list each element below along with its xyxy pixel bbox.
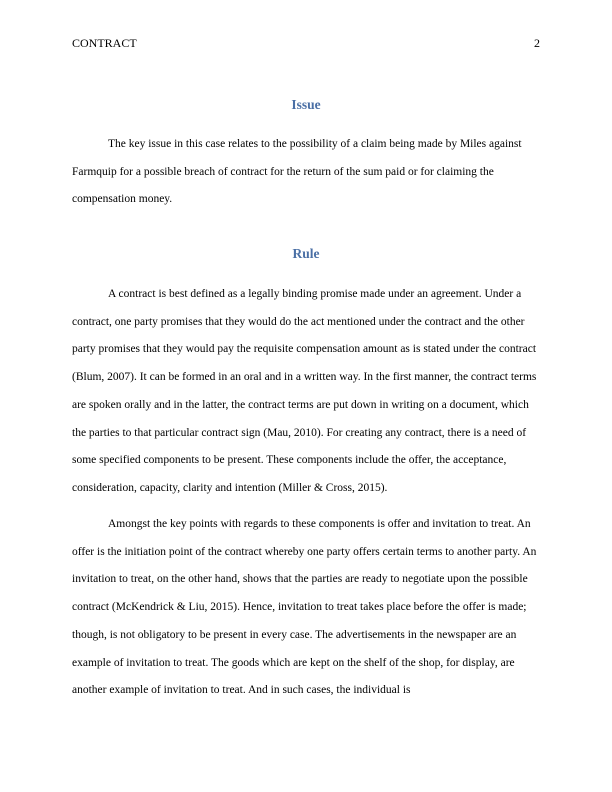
rule-heading: Rule (292, 246, 320, 261)
page-number: 2 (534, 36, 540, 50)
issue-paragraph: The key issue in this case relates to the possibility of a claim being made by Miles against Farmquip for a possible breach of contract for the return of the sum paid or for claiming the compensation money. (72, 138, 522, 206)
rule-paragraph-1: A contract is best defined as a legally binding promise made under an agreement. Under a contract, one party promises that they would do the act mentioned under the contract and the other party promises that they would pay the requisite compensation amount as is stated under the contract (Blum, 2007). It can be formed in an oral and in a written way. In the first manner, the contract terms are spoken orally and in the latter, the contract terms are put down in writing on a document, which the parties to that particular contract sign (Mau, 2010). For creating any contract, there is a need of some specified components to be present. These components include the offer, the acceptance, consideration, capacity, clarity and intention (Miller & Cross, 2015). (72, 288, 537, 494)
issue-heading: Issue (291, 97, 321, 112)
running-head: CONTRACT (72, 36, 137, 50)
rule-paragraph-2: Amongst the key points with regards to these components is offer and invitation to treat. An offer is the initiation point of the contract whereby one party offers certain terms to another party. An invitation to treat, on the other hand, shows that the parties are ready to negotiate upon the possible contract (McKendrick & Liu, 2015). Hence, invitation to treat takes place before the offer is made; though, is not obligatory to be present in every case. The advertisements in the newspaper are an example of invitation to treat. The goods which are kept on the shelf of the shop, for display, are another example of invitation to treat. And in such cases, the individual is (72, 518, 537, 697)
